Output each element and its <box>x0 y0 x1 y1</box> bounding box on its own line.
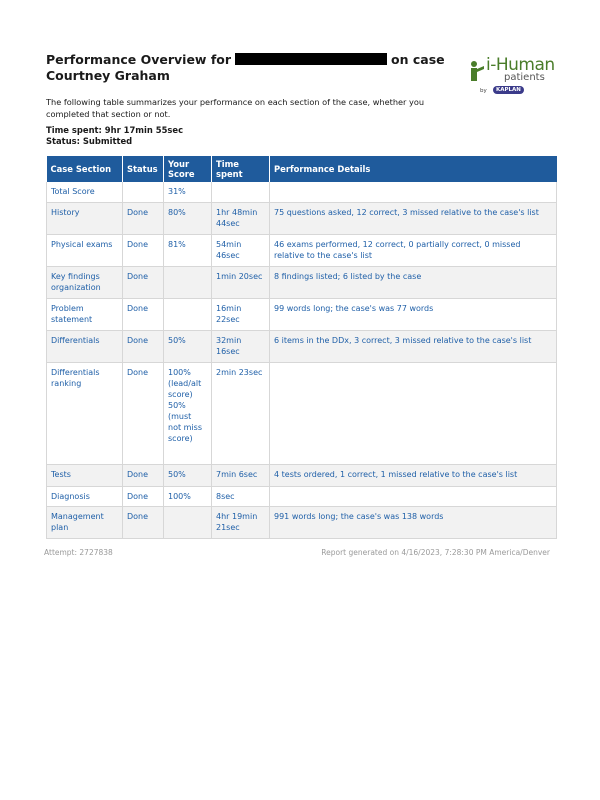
cell-details: 8 findings listed; 6 listed by the case <box>270 266 557 298</box>
col-status: Status <box>123 156 164 182</box>
cell-details: 991 words long; the case's was 138 words <box>270 506 557 538</box>
table-row <box>47 298 557 330</box>
cell-details <box>270 182 557 202</box>
cell-status <box>123 182 164 202</box>
time-spent: Time spent: 9hr 17min 55sec <box>46 125 184 135</box>
cell-section: Differentials <box>47 330 123 362</box>
table-row <box>47 234 557 266</box>
cell-details: 75 questions asked, 12 correct, 3 missed relative to the case's list <box>270 202 557 234</box>
cell-status: Done <box>123 362 164 464</box>
performance-table <box>46 156 557 539</box>
cell-score: 81% <box>164 234 212 266</box>
cell-time <box>212 182 270 202</box>
cell-status: Done <box>123 330 164 362</box>
ihuman-figure-icon <box>468 60 486 82</box>
table-row <box>47 266 557 298</box>
cell-score <box>164 266 212 298</box>
status-line: Status: Submitted <box>46 136 133 146</box>
cell-details <box>270 486 557 506</box>
cell-section: Problem statement <box>47 298 123 330</box>
table-row <box>47 506 557 538</box>
cell-section: History <box>47 202 123 234</box>
cell-time: 16min 22sec <box>212 298 270 330</box>
cell-section: Key findings organization <box>47 266 123 298</box>
summary-meta <box>46 125 556 147</box>
intro-text: The following table summarizes your performance on each section of the case, whether you completed that section or not. <box>46 97 425 119</box>
cell-status: Done <box>123 298 164 330</box>
cell-status: Done <box>123 234 164 266</box>
cell-time: 1hr 48min 44sec <box>212 202 270 234</box>
report-header <box>46 52 556 92</box>
cell-details: 4 tests ordered, 1 correct, 1 missed relative to the case's list <box>270 464 557 486</box>
cell-time: 7min 6sec <box>212 464 270 486</box>
redacted-name <box>235 53 387 65</box>
cell-score: 31% <box>164 182 212 202</box>
title-suffix: on case <box>391 52 445 67</box>
cell-time: 54min 46sec <box>212 234 270 266</box>
cell-details: 46 exams performed, 12 correct, 0 partially correct, 0 missed relative to the case's list <box>270 234 557 266</box>
cell-score: 50% <box>164 464 212 486</box>
page-title <box>46 52 446 84</box>
logo-subtitle: patients <box>504 72 545 83</box>
report-page <box>46 52 556 539</box>
cell-score <box>164 298 212 330</box>
table-row <box>47 182 557 202</box>
cell-time: 8sec <box>212 486 270 506</box>
cell-section: Differentials ranking <box>47 362 123 464</box>
cell-time: 4hr 19min 21sec <box>212 506 270 538</box>
cell-score: 100% <box>164 486 212 506</box>
title-prefix: Performance Overview for <box>46 52 232 67</box>
col-time-spent: Time spent <box>212 156 270 182</box>
cell-score: 100% (lead/alt score) 50% (must not miss score) <box>164 362 212 464</box>
logo-wordmark: i-Human <box>486 55 555 75</box>
cell-status: Done <box>123 266 164 298</box>
attempt-id: Attempt: 2727838 <box>44 548 113 557</box>
cell-time: 2min 23sec <box>212 362 270 464</box>
col-performance-details: Performance Details <box>270 156 557 182</box>
cell-section: Physical exams <box>47 234 123 266</box>
table-header-row <box>47 156 557 182</box>
table-row <box>47 362 557 464</box>
cell-status: Done <box>123 486 164 506</box>
ihuman-logo <box>468 56 556 96</box>
cell-status: Done <box>123 506 164 538</box>
table-row <box>47 330 557 362</box>
cell-time: 1min 20sec <box>212 266 270 298</box>
logo-by: by <box>480 88 487 94</box>
cell-score <box>164 506 212 538</box>
kaplan-badge: KAPLAN <box>493 86 524 94</box>
cell-status: Done <box>123 202 164 234</box>
cell-time: 32min 16sec <box>212 330 270 362</box>
table-row <box>47 486 557 506</box>
cell-details <box>270 362 557 464</box>
table-row <box>47 464 557 486</box>
report-generated: Report generated on 4/16/2023, 7:28:30 PM America/Denver <box>321 548 550 557</box>
table-row <box>47 202 557 234</box>
cell-details: 6 items in the DDx, 3 correct, 3 missed relative to the case's list <box>270 330 557 362</box>
cell-section: Management plan <box>47 506 123 538</box>
cell-score: 80% <box>164 202 212 234</box>
cell-section: Diagnosis <box>47 486 123 506</box>
cell-section: Tests <box>47 464 123 486</box>
col-case-section: Case Section <box>47 156 123 182</box>
cell-details: 99 words long; the case's was 77 words <box>270 298 557 330</box>
col-your-score: Your Score <box>164 156 212 182</box>
cell-section: Total Score <box>47 182 123 202</box>
case-name: Courtney Graham <box>46 68 170 83</box>
cell-status: Done <box>123 464 164 486</box>
cell-score: 50% <box>164 330 212 362</box>
